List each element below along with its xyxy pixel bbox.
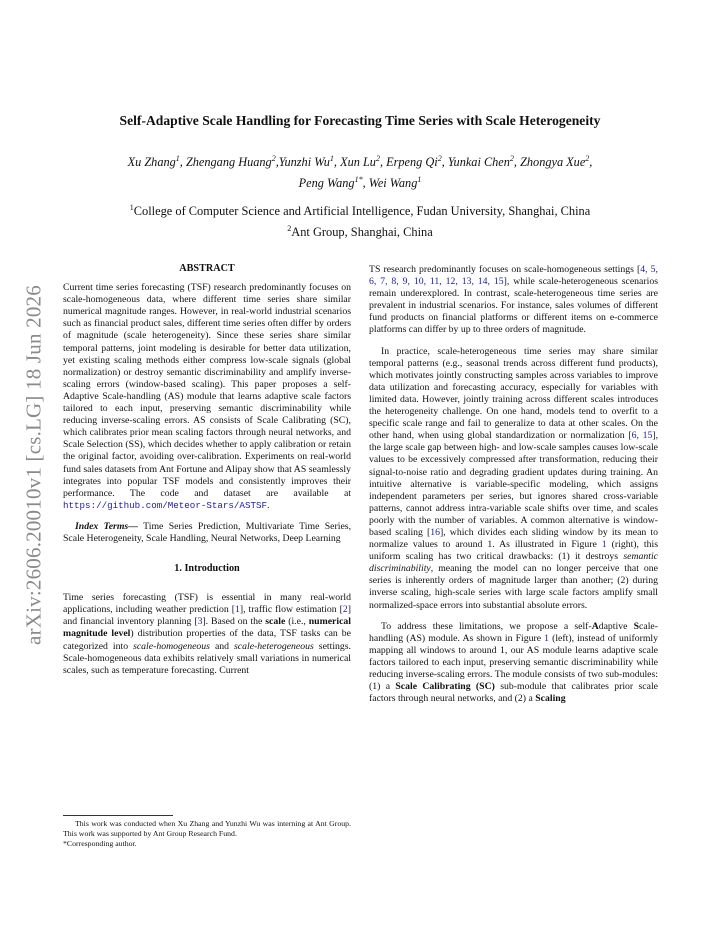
italic-term: scale-homogeneous [133, 640, 210, 652]
text-run: TS research predominantly focuses on scale-homogeneous settings [ [369, 264, 641, 275]
author-name: Xu Zhang [127, 155, 176, 170]
bold-letter: A [591, 620, 599, 632]
author-name: Yunkai Chen [447, 155, 510, 170]
affiliation-2 [60, 220, 660, 241]
citation-link[interactable]: 1 [234, 604, 240, 616]
italic-term: semantic discriminability [369, 551, 658, 575]
citation-link[interactable]: 2 [342, 604, 348, 616]
bold-letter: S [633, 620, 640, 632]
citation-link[interactable]: 16 [430, 526, 440, 538]
abstract-body [63, 282, 351, 512]
citation-link[interactable]: 6, 15 [631, 430, 653, 442]
index-terms-label: Index Terms— [75, 520, 138, 532]
citation-link[interactable]: 4, 5, 6, 7, 8, 9, 10, 11, 12, 13, 14, 15 [369, 264, 658, 288]
author-name: Peng Wang [298, 176, 355, 191]
figure-link[interactable]: 1 [601, 539, 607, 551]
text-run: Time series forecasting (TSF) is essential in many real-world applications, including weather prediction [ [63, 592, 351, 616]
figure-link[interactable]: 1 [544, 632, 549, 644]
text-run: ], the large scale gap between high- and low-scale samples causes low-scale values to be excessively compressed after transformation, reducing their signal-to-noise ratio and degrading gradient updates during training. An intuitive alternative is variable-specific modeling, which assigns independent parameters per series, but ignores shared cross-variable patterns, cannot address intra-variable scale shifts over time, and scales poorly with the number of variables. A common alternative is window-based scaling [ [369, 430, 659, 538]
author-affiliation-marker: 2 [375, 154, 380, 163]
author-name: Zhengang Huang [185, 155, 272, 170]
text-run: settings. Scale-homogeneous data exhibits relatively small variations in numerical scales, such as temperature forecasting. Current [63, 640, 352, 676]
author-affiliation-marker: 1 [417, 175, 422, 185]
footnote [63, 819, 351, 849]
text-run: (right), this uniform scaling has two critical drawbacks: (1) it destroys [369, 539, 658, 563]
section-heading-introduction: 1. Introduction [174, 563, 240, 575]
bold-term: scale [265, 616, 286, 628]
author-affiliation-marker: 2 [585, 154, 590, 163]
affiliations [60, 199, 660, 241]
left-column [63, 263, 351, 677]
affiliation-text: College of Computer Science and Artificial Intelligence, Fudan University, Shanghai, China [133, 204, 591, 219]
text-run: daptive [598, 620, 634, 632]
author-name: Zhongya Xue [520, 155, 586, 170]
author-affiliation-marker: 2 [271, 154, 276, 163]
affiliation-1 [60, 199, 660, 220]
text-run: ] and financial inventory planning [ [63, 604, 352, 628]
author-affiliation-marker: 2 [437, 154, 442, 163]
arxiv-sidebar [0, 0, 58, 932]
bold-term: Scale Calibrating (SC) [395, 681, 495, 693]
text-run: ], while scale-heterogeneous scenarios remain underexplored. In contrast, scale-heterogeneous time series are prevalent in industrial scenarios. For instance, sales volumes of different fund products on financial platforms or different items on e-commerce platforms can differ by up to three orders of magnitude. [369, 276, 658, 336]
right-paragraph-2 [369, 346, 658, 612]
footnote-corresponding: *Corresponding author. [63, 839, 137, 848]
text-run: , meaning the model can no longer perceive that one series is inherently orders of magnitude larger than another; (2) during inverse scaling, high-scale series with large scale factors amplify small normalized-space errors into substantial absolute errors. [369, 563, 658, 611]
affiliation-marker: 1 [129, 203, 134, 212]
intro-paragraph-1 [63, 592, 351, 677]
abstract-text: Current time series forecasting (TSF) research predominantly focuses on scale-homogeneous data, where different time series share similar numerical magnitude ranges. However, in real-world industrial scenarios such as financial product sales, different time series often differ by orders of magnitude (scale heterogeneity). Since these series share similar temporal patterns, joint modeling is desirable for better data utilization, yet existing scaling methods either compress low-scale signals (global normalization) or destroy semantic discriminability and amplify inverse-scaling errors (window-based scaling). This paper proposes a self-Adaptive Scale-handling (AS) module that learns adaptive scale factors tailored to each input, preserving semantic discriminability while reducing inverse-scaling errors. AS consists of Scale Calibrating (SC), which calibrates prior mean scaling factors through neural networks, and Scale Selection (SS), which decides whether to apply calibration or retain the original factor, avoiding over-calibration. Experiments on real-world fund sales datasets from Ant Fortune and Alipay show that AS seamlessly integrates into popular TSF models and consistently improves their performance. The code and dataset are available at [63, 282, 351, 499]
text-run: In practice, scale-heterogeneous time series may share similar temporal patterns (e.g., seasonal trends across different fund products), which motivates jointly constructing samples across variables to improve data utilization and forecasting accuracy, especially for variables with limited data. However, jointly training across different scales introduces the heterogeneity challenge. On one hand, models tend to overfit to a specific scale range and fail to generalize to data at other scales. On the other hand, when using global standardization or normalization [ [369, 345, 658, 442]
text-run: cale-handling (AS) module. As shown in Figure [369, 620, 658, 644]
author-line-2: Peng Wang$^{1*}$, Wei Wang$^1$ [298, 175, 422, 191]
arxiv-identifier: arXiv:2606.20010v1 [cs.LG] 18 Jun 2026 [21, 285, 46, 645]
text-run: sub-module that calibrates prior scale factors through neural networks, and (2) a [369, 681, 658, 705]
citation-link[interactable]: 3 [197, 616, 203, 628]
author-name: Erpeng Qi [386, 155, 438, 170]
abstract-end: . [267, 499, 270, 511]
right-paragraph-3 [369, 621, 658, 706]
bold-term: numerical magnitude level [63, 616, 351, 640]
footnote-text: This work was conducted when Xu Zhang and Yunzhi Wu was interning at Ant Group. This work was supported by Ant Group Research Fund. [63, 819, 351, 838]
right-paragraph-1 [369, 264, 658, 337]
author-affiliation-marker: 1 [329, 154, 334, 163]
text-run: (i.e., [285, 616, 309, 628]
italic-term: scale-heterogeneous [234, 640, 314, 652]
author-name: Xun Lu [340, 155, 376, 170]
footnote-rule [63, 815, 173, 816]
author-list [70, 150, 650, 192]
author-line-1: Xu Zhang$^1$, Zhengang Huang$^2$,Yunzhi Wu$^1$, Xun Lu$^2$, Erpeng Qi$^2$, Yunkai Chen$^2$, Zhongya Xue$^2$, [127, 154, 593, 170]
text-run: To address these limitations, we propose a self- [381, 620, 592, 632]
right-column [369, 264, 658, 705]
code-repository-link[interactable]: https://github.com/Meteor-Stars/ASTSF [63, 499, 267, 511]
abstract-heading: ABSTRACT [179, 263, 235, 274]
author-name: Wei Wang [368, 176, 418, 191]
author-name: Yunzhi Wu [278, 155, 330, 170]
index-terms-text: Time Series Prediction, Multivariate Time Series, Scale Heterogeneity, Scale Handling, Neural Networks, Deep Learning [63, 520, 352, 544]
text-run: (left), instead of uniformly mapping all windows to around 1, our AS module learns adaptive scale factors tailored to each input, preserving semantic discriminability while reducing inverse-scaling errors. The module consists of two sub-modules: (1) a [369, 632, 658, 693]
author-affiliation-marker: 2 [509, 154, 514, 163]
text-run: and [209, 640, 235, 652]
author-affiliation-marker: 1* [354, 175, 363, 185]
text-run: ) distribution properties of the data, TSF tasks can be categorized into [63, 628, 351, 652]
affiliation-marker: 2 [287, 224, 292, 234]
text-run: ], which divides each sliding window by its mean to normalize values to around 1. As illustrated in Figure [369, 526, 658, 551]
bold-term: Scaling [535, 693, 566, 705]
text-run: ], traffic flow estimation [ [239, 604, 343, 616]
author-affiliation-marker: 1 [175, 154, 180, 163]
text-run: ]. Based on the [202, 616, 266, 628]
paper-title: Self-Adaptive Scale Handling for Forecasting Time Series with Scale Heterogeneity [119, 113, 601, 128]
index-terms [63, 521, 351, 545]
affiliation-text: Ant Group, Shanghai, China [291, 225, 433, 240]
